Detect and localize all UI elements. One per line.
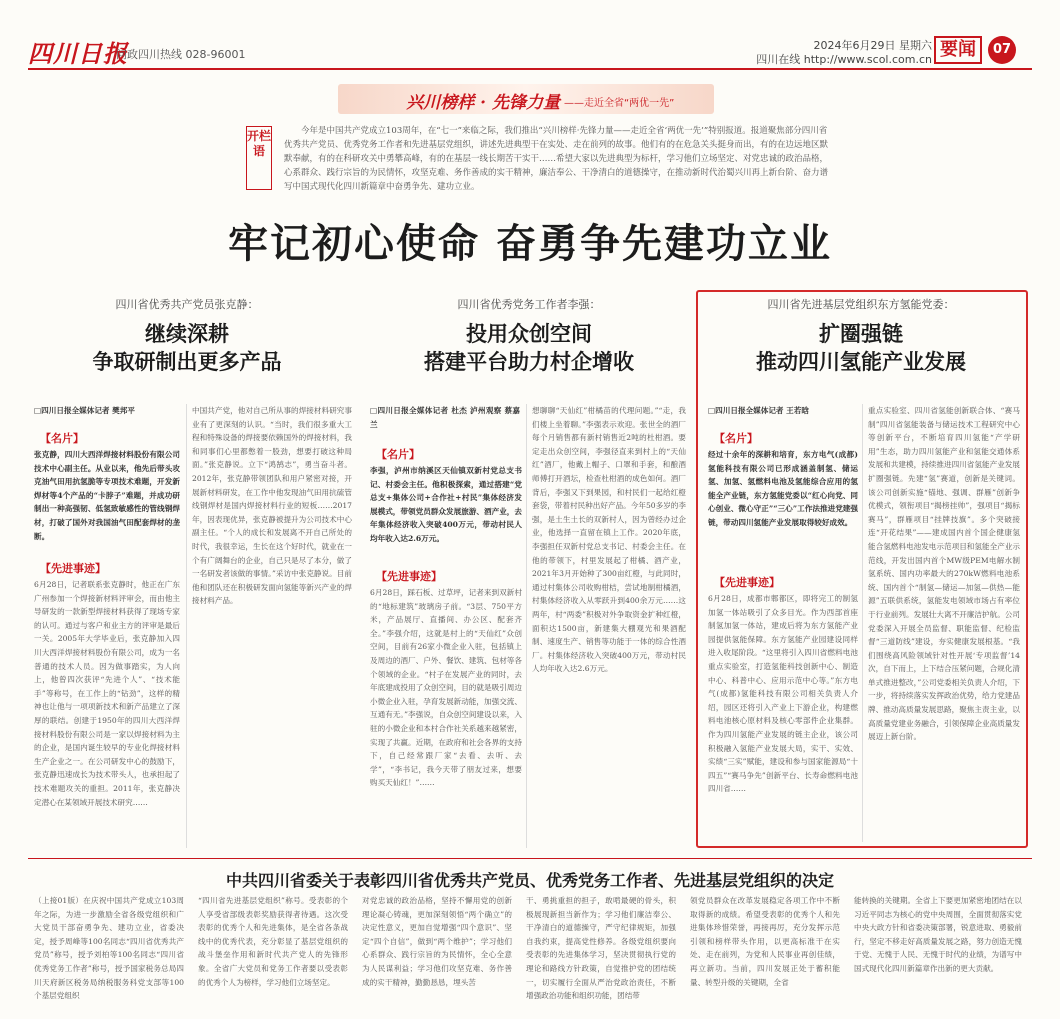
series-title: 兴川榜样 · 先锋力量	[406, 93, 560, 113]
bottom-body: 能转换的关键期。全省上下要更加紧密地团结在以习近平同志为核心的党中央周围，全面贯彻落实党中央大政方针和省委决策部署，锐意进取、勇毅前行，坚定不移走好高质量发展之路，努力创造无愧于党、无愧于人民、无愧于时代的业绩，为谱写中国式现代化四川新篇章作出新的更大贡献。	[854, 896, 1022, 973]
article-body: 想聊聊“天仙红”柑橘苗的代理问题。”“走，我们楼上坐着聊。”李强表示欢迎。张世全的酒厂每个月销售都有新村销售近2吨的杜柑酒。要定走出众创空间，李强径直来到村上的“天仙红”酒厂，他戴上帽子、口罩和手套，和酿酒师傅打开酒坛，检查杜柑酒的成色如何。酒厂背后，李强又下到果园，和村民们一起给红橙套袋，带着村民种出好产品。今年50多岁的李强，是土生土长的双新村人，因为曾经办过企业，他选择一直留在镇上工作。2020年底，李强担任双新村党总支书记、村委会主任。在他的带领下，村里发展起了柑橘、酒产业，2021年3月开始种了300亩红橙，与此同时，通过村集体公司收购柑桔，尝试地制柑橘酒，村集体经济收入从零跃升到400余万元……这两年，村“两委”积极对外争取资金扩种红橙，面积达1500亩，新建集大棚观光和果酒配制、速度生产、销售等功能于一体的综合性酒厂。村集体经济收入突破400万元，带动村民人均年收入达2.6万元。	[532, 406, 686, 674]
byline: □四川日报全媒体记者 樊邦平	[34, 406, 135, 415]
column-title-line1: 投用众创空间	[466, 322, 592, 346]
bottom-body: 干、勇挑重担的担子，敢啃最硬的骨头，积极展现新担当新作为；学习他们廉洁奉公、干净清白的道德操守，严守纪律规矩，加强自我约束，提高党性修养。各级党组织要向受表彰的先进集体学习，坚决贯彻执行党的理论和路线方针政策，自觉推护党的团结统一，切实履行全面从严治党政治责任，不断增强政治功能和组织功能，团结带	[526, 896, 676, 1001]
column-divider	[862, 404, 863, 842]
deeds-label: 【先进事迹】	[40, 562, 106, 575]
series-subtitle: ——走近全省“两优一先”	[564, 98, 675, 109]
column-kicker: 四川省先进基层党组织东方氢能党委：	[767, 298, 955, 311]
profile-card-text: 李强，泸州市纳溪区天仙镇双新村党总支书记、村委会主任。他积极探索，通过搭建“党总支+集体公司+合作社+村民”集体经济发展模式，带领党员群众发展旅游、酒产业，去年集体经济收入突破400万元，带动村民人均年收入达2.6万元。	[370, 466, 522, 543]
deeds-label: 【先进事迹】	[714, 576, 780, 589]
masthead-rule	[28, 68, 1032, 70]
article-body: 6月28日，成都市郫都区，即将完工的制氢加氢一体站吸引了众多目光。作为西部首座制氢加氢一体站，建成后将为东方氢能产业园提供氢能保障。东方氢能产业园建设同样进入收尾阶段。“这里将引入四川省燃料电池重点实验室，打造氢能科技创新中心、制造中心、科普中心、应用示范中心等。”东方电气(成都)氢能科技有限公司相关负责人介绍，园区还将引入产业上下游企业，构建燃料电池核心原材料及核心零部件企业集群。作为四川氢能产业发展的链主企业，该公司积极融入氢能产业发展大局，实干、实效、实绩“三实”赋能，建设和参与国家能源局“十四五”“赛马争先”创新平台、长寿命燃料电池四川省……	[708, 594, 858, 794]
section-tag: 要闻	[934, 36, 982, 64]
column-title-line1: 继续深耕	[145, 322, 229, 346]
column-title-line1: 扩圈强链	[819, 322, 903, 346]
profile-card-text: 张克静，四川大西洋焊接材料股份有限公司技术中心副主任。从业以来，他先后带头攻克油气田用抗氢脆等专项技术难题，开发新焊材等4个产品的“卡脖子”难题，并成功研制出一种高强韧、低氢致敏感性的管线钢焊材，打破了国外对我国油气田配套焊材的垄断。	[34, 450, 180, 541]
column-head-3	[696, 296, 1026, 376]
bottom-rule	[28, 858, 1032, 859]
bottom-body: 对党忠诚的政治品格，坚持不懈用党的创新理论凝心铸魂，更加深刻领悟“两个确立”的决定性意义，更加自觉增强“四个意识”、坚定“四个自信”，做到“两个维护”；学习他们心系群众、践行宗旨的为民情怀，全心全意为人民谋利益；学习他们攻坚克难、务作善成的实干精神，勤勤恳恳，埋头苦	[362, 896, 512, 987]
bottom-headline: 中共四川省委关于表彰四川省优秀共产党员、优秀党务工作者、先进基层党组织的决定	[225, 871, 834, 890]
card-label: 【名片】	[40, 432, 84, 445]
intro-text: 今年是中国共产党成立103周年，在“七一”来临之际，我们推出“兴川榜样·先锋力量——走近全省‘两优一先’”特别报道。报道聚焦部分四川省优秀共产党员、优秀党务工作者和先进基层党组织，讲述先进典型干在实处、走在前列的故事。他们有的在危急关头挺身而出，有的在边远地区默默奉献，有的在科研攻关中勇攀高峰，有的在基层一线长期苦干实干……希望大家以先进典型为标杆，学习他们立场坚定、对党忠诚的政治品格，心系群众、践行宗旨的为民情怀，攻坚克难、务作善成的实干精神，廉洁奉公、干净清白的道德操守，在推动新时代治蜀兴川再上新台阶、奋力谱写中国式现代化四川新篇章中奋勇争先、建功立业。	[284, 126, 829, 192]
byline: □四川日报全媒体记者 杜杰 泸州观察 蔡嘉兰	[370, 406, 520, 429]
column-head-2	[364, 296, 694, 376]
newspaper-logo: 四川日报	[28, 39, 128, 68]
article-body: 中国共产党，他对自己所从事的焊接材料研究事业有了更深刻的认识。“当时，我们很多重大工程和特殊设备的焊接要依赖国外的焊接材料，我和同事们心里都憋着一股劲，想要打破这种局面。”张克静说。立下“鸿鹄志”，勇当奋斗者。2012年，张克静带领团队和用户紧密对接，开展新材料研发，在工作中他发现油气田用抗硫管线钢焊材是国内焊接材料行业的短板……2017年，因表现优异，张克静被提升为公司技术中心副主任。“个人的成长和发展离不开自己所处的时代，我很幸运，生长在这个好时代，就业在一个有广阔舞台的企业，自己只是尽了本分，做了一名研发者该做的事情。”采访中张克静说。目前他和团队还在积极研发面向氢能等新兴产业的焊接材料产品。	[192, 406, 352, 606]
bottom-body: 领党员群众在改革发展稳定各项工作中不断取得新的成绩。希望受表彰的优秀个人和先进集体珍惜荣誉，再接再厉，充分发挥示范引领和榜样带头作用，以更高标准干在实处、走在前列，为党和人民事业再创佳绩，再立新功。当前，四川发展正处于蓄积能量、转型升级的关键期，全省	[690, 896, 840, 987]
column-title-line2: 争取研制出更多产品	[92, 350, 282, 374]
column-divider	[186, 404, 187, 848]
column-title-line2: 搭建平台助力村企增收	[424, 350, 634, 374]
bottom-body: “四川省先进基层党组织”称号。受表彰的个人享受省部级表彰奖励获得者待遇。这次受表彰的优秀个人和先进集体，是全省各条战线中的优秀代表，充分彰显了基层党组织的战斗堡垒作用和新时代共产党人的先锋形象。全省广大党员和党务工作者要以受表彰的优秀个人为榜样，学习他们立场坚定。	[198, 896, 348, 987]
website-url: 四川在线 http://www.scol.com.cn	[756, 53, 932, 66]
column-kicker: 四川省优秀党务工作者李强：	[457, 298, 601, 311]
column-kicker: 四川省优秀共产党员张克静：	[115, 298, 259, 311]
hotline: 问政四川热线 028-96001	[116, 48, 246, 61]
masthead	[0, 0, 1060, 70]
column-title-line2: 推动四川氢能产业发展	[756, 350, 966, 374]
main-headline: 牢记初心使命 奋勇争先建功立业	[228, 221, 832, 267]
article-body: 重点实验室、四川省氢能创新联合体、“赛马制”四川省氢能装备与储运技术工程研究中心等创新平台，不断培育四川氢能“产学研用”生态，助力四川氢能产业和氢能交通体系发展和共建模，持续推进四川省氢能产业发展扩圈强链。先建“氢”赛道，创新是关键词。该公司创新实施“锚地、强调、群雁”创新争优模式，领衔项目“揭榜挂帅”，强项目“揭标赛马”，群雁项目“挂牌技旗”。多个突破接连“开花结果”——建成国内首个国企健康氢能合氢燃料电池发电示范项目和氢能全产业示范线，开发出国内首个MW级PEM电解水制氢系统、国内功率最大的270kW燃料电池系统、国内首个“制氢—储运—加氢—供热—能源”五联供系统，氢能发电领域市场占有率位于行业前列。发展壮大离不开廉洁护航。公司党委深入开展全员监督、职能监督、纪检监督“三道防线”建设，夯实健康发展根基。“我们围绕高风险领域针对性开展‘专项监督’14次，自下而上，上下结合压紧问题，合规化清单式推进整改，”公司党委相关负责人介绍，下一步，将持续落实发挥政治优势，给力党建品牌、推动高质量发展思路，聚焦主责主业，以高质量党建业务融合，引领保障企业高质量发展迈上新台阶。	[868, 406, 1020, 742]
profile-card-text: 经过十余年的深耕和培育，东方电气(成都)氢能科技有限公司已形成涵盖制氢、储运氢、加氢、氢燃料电池及氢能综合应用的氢能全产业链，东方氢能党委以“红心向党、同心创业、微心守正”“三心”工作法推进党建强链，带动四川氢能产业发展取得较好成效。	[708, 450, 858, 527]
intro-label: 开栏语	[246, 126, 272, 190]
issue-date: 2024年6月29日 星期六	[813, 39, 932, 52]
article-body: 6月28日，踩石板、过草坪，记者来到双新村的“地标建筑”玻璃房子前。“3层、750平方米，产品展厅、直播间、办公区、配套齐全。”李强介绍，这就是村上的“天仙红”众创空间，目前有26家小微企业入驻，包括镇上及周边的酒厂、户外、餐饮、建筑、包材等各个领域的企业。“村子在发展产业的同时，去年底建成投用了众创空间，目的就是吸引周边小微企业入驻，孕育发展新动能，加强交流、互通有无。”李强说，自众创空间建设以来，入驻的小微企业和本村合作社关系越来越紧密，实现了共赢。近期，在政府和社会各界的支持下，自己经常跟厂家“去看、去听、去学”，“李书记，我今天带了朋友过来，想要购买天仙红！”……	[370, 588, 522, 788]
bottom-body: （上接01版）在庆祝中国共产党成立103周年之际，为进一步激励全省各级党组织和广大党员干部奋勇争先、建功立业，省委决定，授予周峰等100名同志“四川省优秀共产党员”称号，授予刘柏等100名同志“四川省优秀党务工作者”称号，授予国家税务总局四川天府新区税务局纳税服务科党支部等100个基层党组织	[34, 896, 184, 1001]
column-head-1	[22, 296, 352, 376]
byline: □四川日报全媒体记者 王若晗	[708, 406, 809, 415]
article-body: 6月28日，记者联系张克静时，他正在广东广州参加一个焊接新材料评审会，而由他主导研发的一款新型焊接材料获得了现场专家的认可。通过与客户和业主方的评审是最后一关。2005年大学毕业后，张克静加入四川大西洋焊接材料股份有限公司，成为一名普通的技术人员。因为做事踏实，为人向上，他曾四次获评“先进个人”、“技术能手”等称号，在工作上的“钻劲”，这样的精神也让他与一项项新技术和新产品建立了深厚的联结。创建于1950年的四川大西洋焊接材料股份有限公司是一家以焊接材料为主的企业，是国内诞生较早的专业化焊接材料生产企业之一。在公司研发中心的鼓励下，张克静迅速成长为技术带头人，也承担起了技术难题攻关的重担。2011年，张克静决定潜心在某领域开展技术研究……	[34, 580, 180, 807]
card-label: 【名片】	[376, 448, 420, 461]
page-number: 07	[988, 36, 1016, 64]
column-divider	[526, 404, 527, 848]
card-label: 【名片】	[714, 432, 758, 445]
deeds-label: 【先进事迹】	[376, 570, 442, 583]
